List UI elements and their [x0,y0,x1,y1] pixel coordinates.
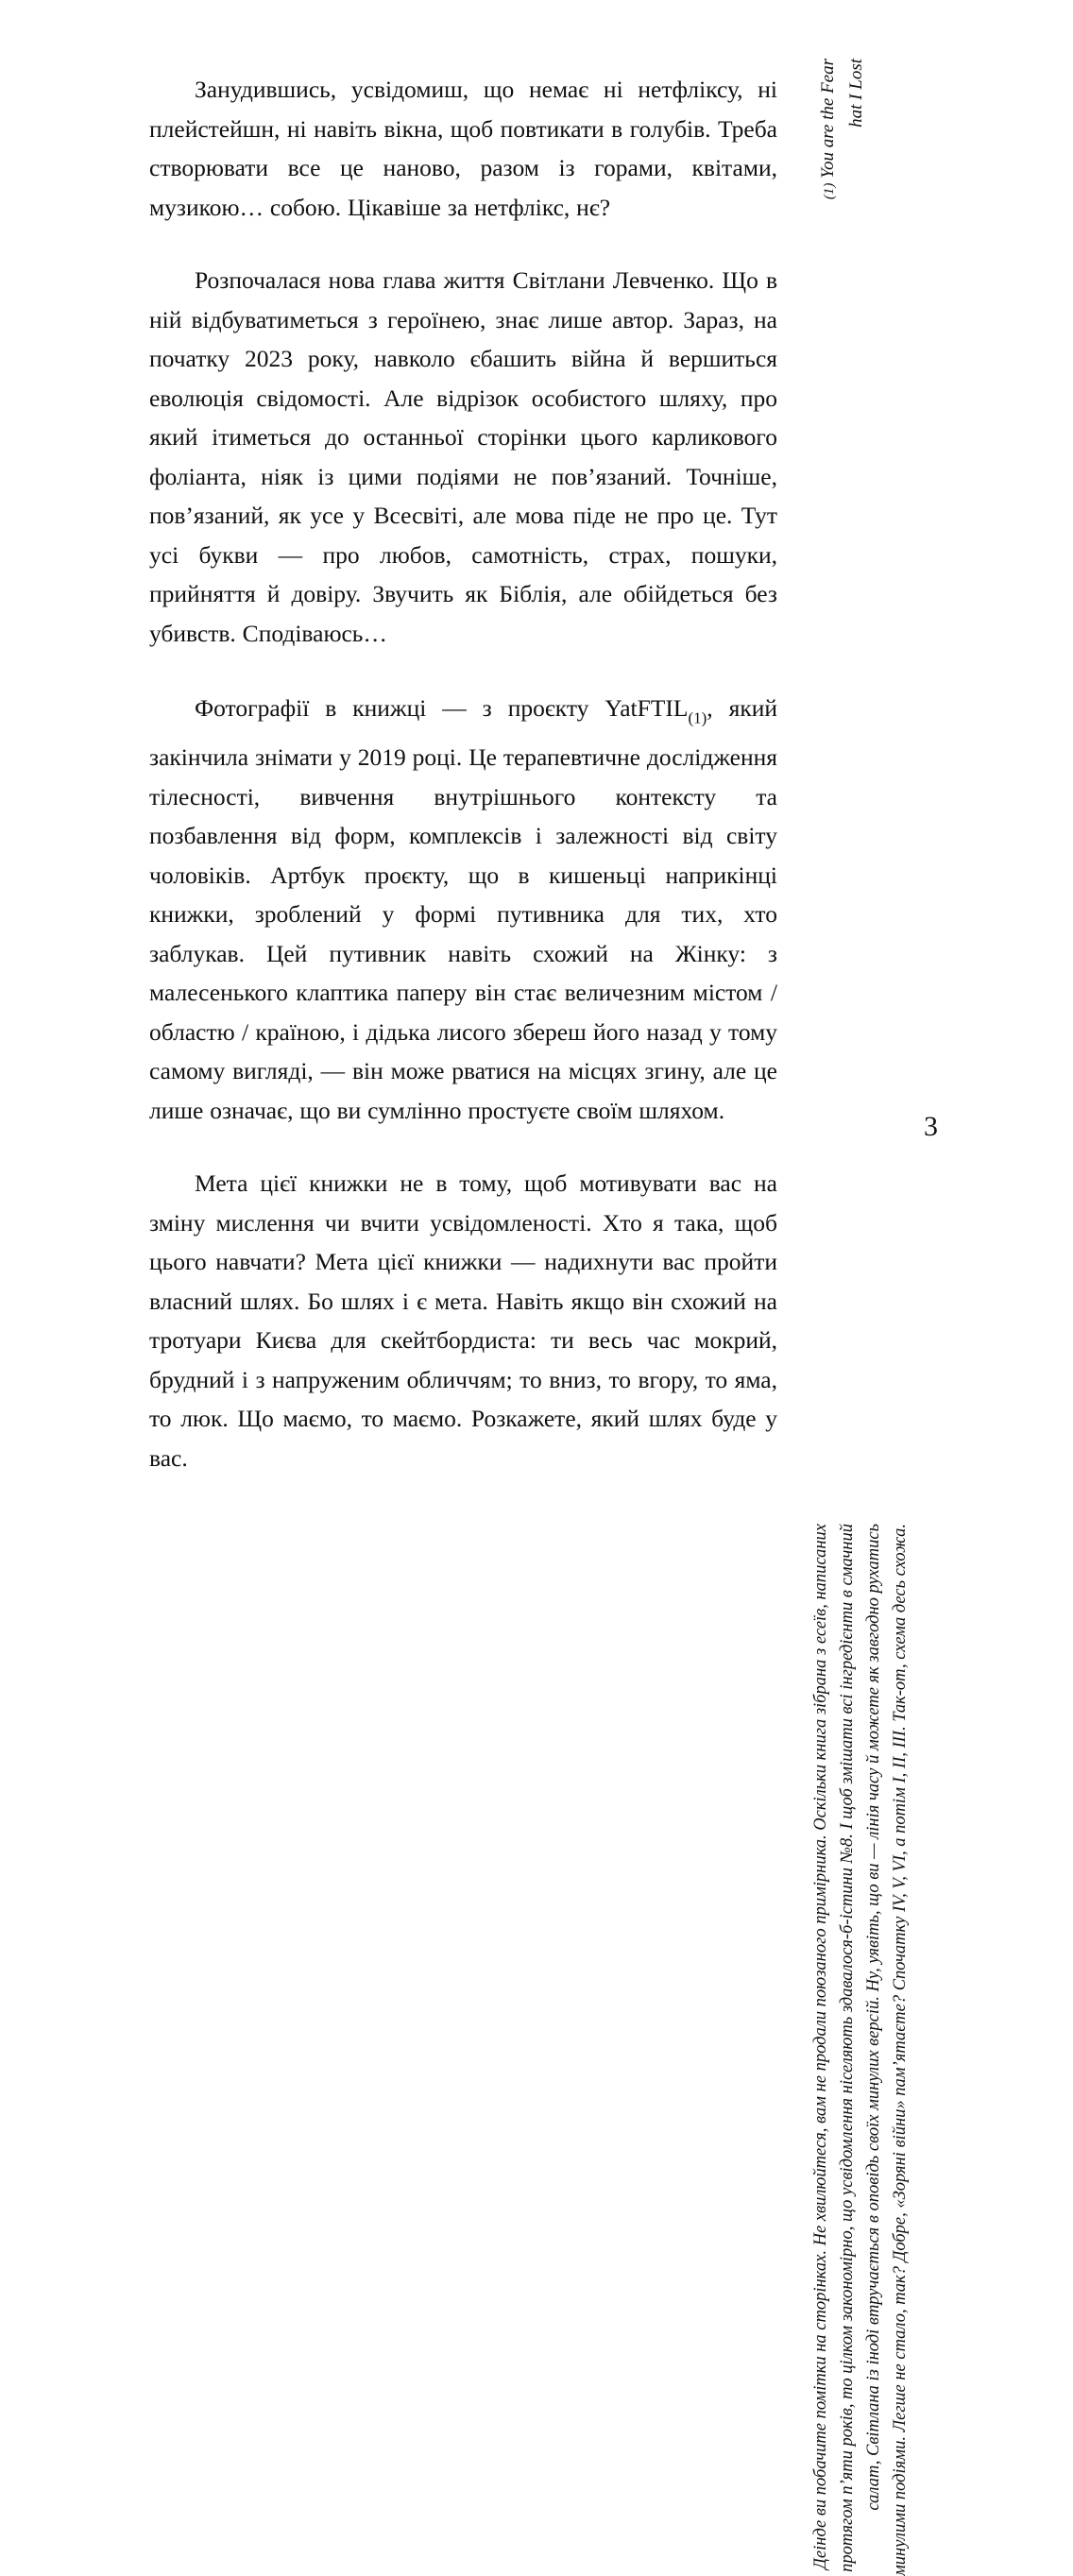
paragraph-1: Занудившись, усвідомиш, що немає ні нетфліксу, ні плейстейшн, ні навіть вікна, щоб повтикати в голубів. Треба створювати все це наново, разом із горами, квітами, музикою… собою. Цікавіше за нетфлікс, нє? [149,76,777,221]
footnote-number: (1) [822,182,837,200]
sidenote-line-2: протягом п’яти років, то цілком закономірно, що усвідомлення ніселяють здавалося-б-істини №8. І щоб змішати всі інгредієнти в смачний [838,1524,857,2572]
main-text-column [149,70,777,1477]
page-number: 3 [924,1111,938,1142]
footnote-line-1 [819,59,837,199]
sidenote-block [801,253,914,2576]
footnote-block [798,59,896,238]
paragraph-4: Мета цієї книжки не в тому, щоб мотивувати вас на зміну мислення чи вчити усвідомленості. Хто я така, щоб цього навчати? Мета цієї книжки — надихнути вас пройти власний шлях. Бо шлях і є мета. Навіть якщо він схожий на тротуари Києва для скейтбордиста: ти весь час мокрий, брудний і з напруженим обличчям; то вниз, то вгору, то яма, то люк. Що маємо, то маємо. Розкажете, який шлях буде у вас. [149,1169,777,1472]
paragraph-3 [149,689,777,1130]
paragraph-2: Розпочалася нова глава життя Світлани Левченко. Що в ній відбуватиметься з героїнею, знає лише автор. Зараз, на початку 2023 року, навколо єбашить війна й вершиться еволюція свідомості. Але відрізок особистого шляху, про який ітиметься до останньої сторінки цього карликового фоліанта, ніяк із цими подіями не пов’язаний. Точніше, пов’язаний, як усе у Всесвіті, але мова піде не про це. Тут усі букви — про любов, самотність, страх, пошуки, прийняття й довіру. Звучить як Біблія, але обійдеться без убивств. Сподіваюсь… [149,266,777,647]
footnote-line-2: hat I Lost [846,59,866,128]
paragraph-3-text-after-footnote: , який закінчила знімати у 2019 році. Це терапевтичне дослідження тілесності, вивчення внутрішнього контексту та позбавлення від форм, комплексів і залежності від світу чоловіків. Артбук проєкту, що в кишеньці наприкінці книжки, зроблений у формі путивника для тих, хто заблукав. Цей путивник навіть схожий на Жінку: з малесенького клаптика паперу він стає величезним містом / областю / країною, і дідька лисого збереш його назад у тому самому вигляді, — він може рватися на місцях згину, але це лише означає, що ви сумлінно простуєте своїм шляхом. [149,694,777,1124]
sidenote-line-1: Деінде ви побачите помітки на сторінках. Не хвилюйтеся, вам не продали поюзаного примірника. Оскільки книга зібрана з есеїв, написаних [811,1524,830,2569]
footnote-line-1-text: You are the Fear [818,59,838,183]
footnote-reference-marker[interactable]: (1) [688,708,707,727]
sidenote-line-3: салат, Світлана із іноді втручається в оповідь своїх минулих версій. Ну, уявіть, що ви — лінія часу й можете як завгодно рухатись [864,1524,883,2511]
paragraph-3-text-before-footnote: Фотографії в книжці — з проєкту YatFTIL [195,694,689,722]
sidenote-line-4: минулими подіями. Легше не стало, так? Добре, «Зоряні війни» пам’ятаєте? Спочатку IV, V, VI, а потім I, II, III. Так-от, схема десь схожа. [891,1524,910,2576]
